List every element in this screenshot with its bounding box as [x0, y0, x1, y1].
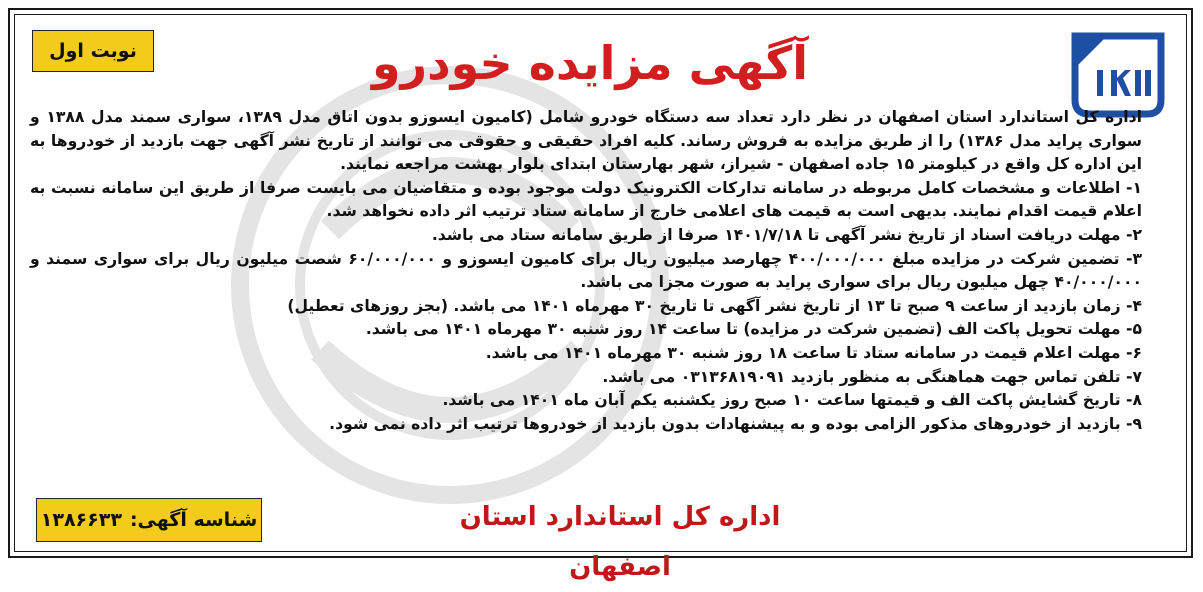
ad-id-label: شناسه آگهی: — [129, 509, 258, 531]
item-3: ۳- تضمین شرکت در مزایده مبلغ ۴۰۰/۰۰۰/۰۰۰ چهارصد میلیون ریال برای کامیون ایسوزو و ۶۰/۰۰۰/۰۰۰ شصت میلیون ریال برای سواری سمند و ۴۰/۰۰۰/۰۰۰ چهل میلیون ریال برای سواری پراید به صورت مجزا می باشد. — [30, 249, 1143, 292]
issuer-signature: اداره کل استاندارد استان اصفهان — [459, 502, 781, 582]
item-7: ۷- تلفن تماس جهت هماهنگی به منظور بازدید ۰۳۱۳۶۸۱۹۰۹۱ می باشد. — [602, 367, 1142, 386]
item-9: ۹- بازدید از خودروهای مذکور الزامی بوده و به پیشنهادات بدون بازدید از خودروها ترتیب اثر داده نمی شود. — [329, 414, 1142, 433]
notice-frame — [8, 8, 1193, 582]
item-8: ۸- تاریخ گشایش پاکت الف و قیمتها ساعت ۱۰ صبح روز یکشنبه یکم آبان ماه ۱۴۰۱ می باشد. — [442, 391, 1142, 410]
notice-body — [30, 106, 1142, 436]
item-1: ۱- اطلاعات و مشخصات کامل مربوطه در سامانه تدارکات الکترونیک دولت موجود بوده و متقاضیان می بایست صرفا از طریق این سامانه نسبت به اعلام قیمت اقدام نمایند. بدیهی است به قیمت های اعلامی خارج از سامانه ستاد ترتیب اثر داده نخواهد شد. — [30, 178, 1142, 221]
item-4: ۴- زمان بازدید از ساعت ۹ صبح تا ۱۳ از تاریخ نشر آگهی تا تاریخ ۳۰ مهرماه ۱۴۰۱ می باشد. (بجز روزهای تعطیل) — [287, 296, 1142, 315]
ad-id-value: ۱۳۸۶۶۳۳ — [40, 509, 122, 531]
intro-paragraph: اداره کل استاندارد استان اصفهان در نظر دارد تعداد سه دستگاه خودرو شامل (کامیون ایسوزو بدون اتاق مدل ۱۳۸۹، سواری سمند مدل ۱۳۸۸ و سواری پراید مدل ۱۳۸۶) را از طریق مزایده به فروش رساند. کلیه افراد حقیقی و حقوقی می توانند از تاریخ نشر آگهی جهت بازدید از خودروها به این اداره کل واقع در کیلومتر ۱۵ جاده اصفهان - شیراز، شهر بهارستان ابتدای بلوار بهشت مراجعه نمایند. — [30, 108, 1143, 174]
round-badge: نوبت اول — [32, 30, 154, 72]
item-6: ۶- مهلت اعلام قیمت در سامانه ستاد تا ساعت ۱۸ روز شنبه ۳۰ مهرماه ۱۴۰۱ می باشد. — [485, 343, 1142, 362]
item-2: ۲- مهلت دریافت اسناد از تاریخ نشر آگهی تا ۱۴۰۱/۷/۱۸ صرفا از طریق سامانه ستاد می باشد. — [431, 225, 1142, 244]
item-5: ۵- مهلت تحویل پاکت الف (تضمین شرکت در مزایده) تا ساعت ۱۴ روز شنبه ۳۰ مهرماه ۱۴۰۱ می باشد. — [365, 320, 1142, 339]
notice-title: آگهی مزایده خودرو — [372, 36, 808, 90]
ad-id-box — [36, 498, 262, 542]
